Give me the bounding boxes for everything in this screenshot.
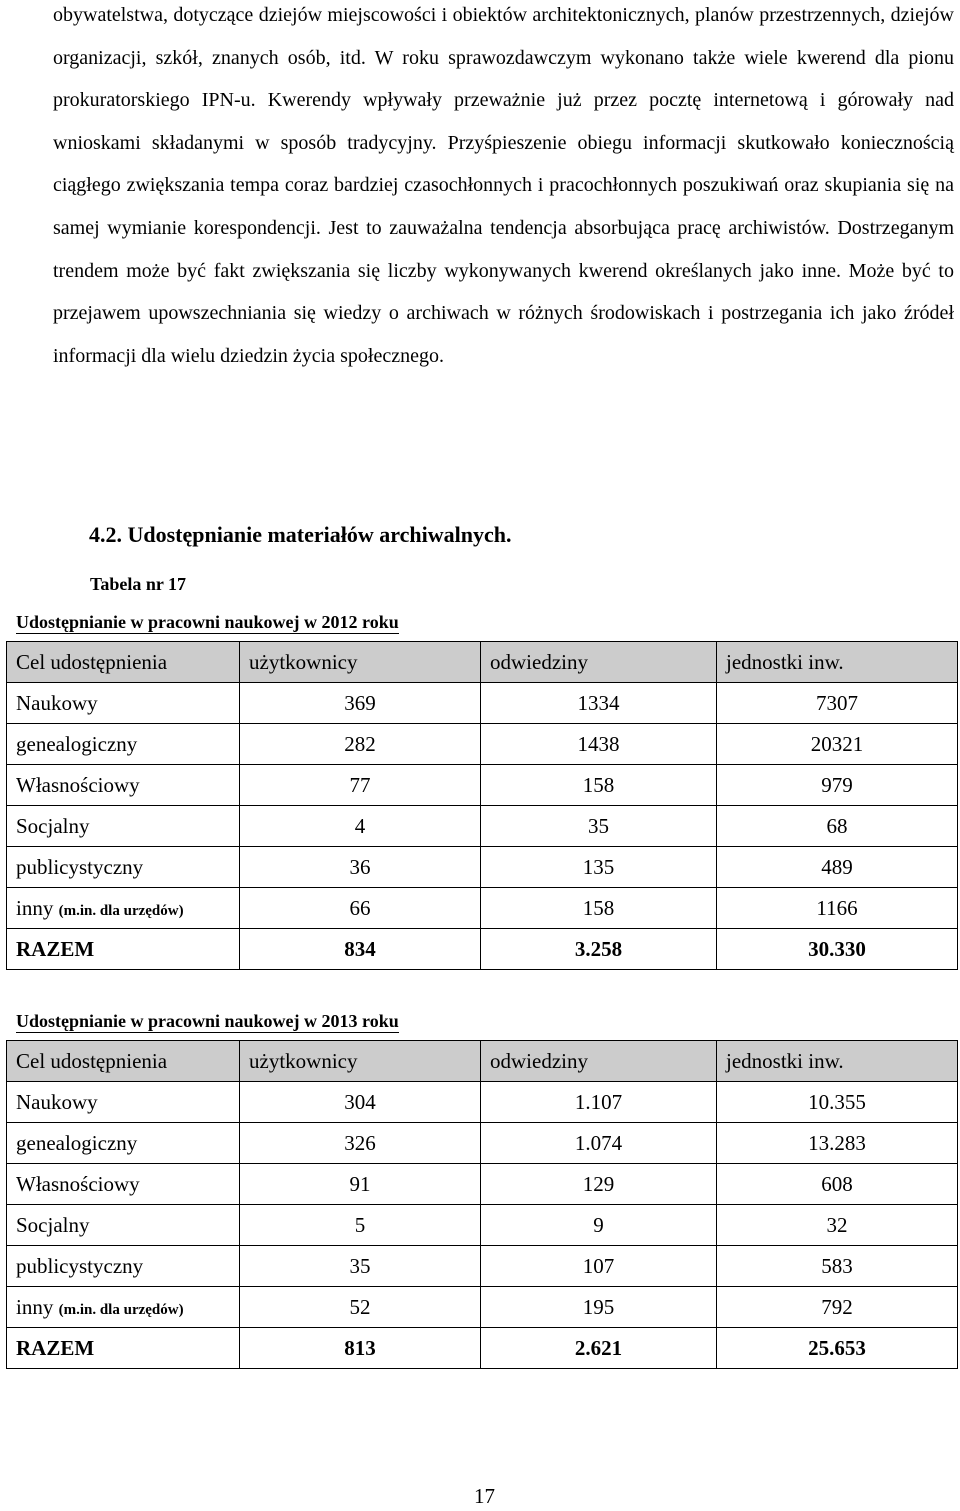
header-odwiedziny: odwiedziny [481, 642, 717, 683]
row-label: Socjalny [7, 806, 240, 847]
cell-odwiedziny: 129 [481, 1164, 717, 1205]
table-row [7, 683, 958, 724]
cell-jednostki: 7307 [717, 683, 958, 724]
table-caption-2012 [16, 612, 399, 633]
cell-uzytkownicy: 326 [240, 1123, 481, 1164]
cell-odwiedziny: 107 [481, 1246, 717, 1287]
table-caption-text: Udostępnianie w pracowni naukowej w 2012 roku [16, 612, 399, 632]
header-odwiedziny: odwiedziny [481, 1041, 717, 1082]
total-odwiedziny: 3.258 [481, 929, 717, 970]
total-jednostki: 25.653 [717, 1328, 958, 1369]
cell-jednostki: 979 [717, 765, 958, 806]
cell-odwiedziny: 35 [481, 806, 717, 847]
row-label: inny [16, 895, 54, 920]
row-label: Własnościowy [7, 1164, 240, 1205]
total-label: RAZEM [7, 929, 240, 970]
cell-odwiedziny: 195 [481, 1287, 717, 1328]
header-cel: Cel udostępnienia [7, 1041, 240, 1082]
table-caption-2013 [16, 1011, 399, 1032]
table-row [7, 1246, 958, 1287]
total-uzytkownicy: 813 [240, 1328, 481, 1369]
row-label-cell [7, 888, 240, 929]
row-label-cell [7, 1287, 240, 1328]
cell-uzytkownicy: 4 [240, 806, 481, 847]
cell-jednostki: 13.283 [717, 1123, 958, 1164]
cell-odwiedziny: 1.107 [481, 1082, 717, 1123]
row-label: genealogiczny [7, 1123, 240, 1164]
cell-uzytkownicy: 35 [240, 1246, 481, 1287]
cell-jednostki: 10.355 [717, 1082, 958, 1123]
header-cel: Cel udostępnienia [7, 642, 240, 683]
section-heading: 4.2. Udostępnianie materiałów archiwalnych. [89, 522, 512, 547]
cell-odwiedziny: 1.074 [481, 1123, 717, 1164]
cell-uzytkownicy: 369 [240, 683, 481, 724]
total-uzytkownicy: 834 [240, 929, 481, 970]
cell-uzytkownicy: 77 [240, 765, 481, 806]
total-jednostki: 30.330 [717, 929, 958, 970]
row-label: Naukowy [7, 683, 240, 724]
table-header-row [7, 1041, 958, 1082]
cell-uzytkownicy: 304 [240, 1082, 481, 1123]
cell-odwiedziny: 1438 [481, 724, 717, 765]
cell-uzytkownicy: 5 [240, 1205, 481, 1246]
cell-jednostki: 583 [717, 1246, 958, 1287]
cell-odwiedziny: 9 [481, 1205, 717, 1246]
cell-odwiedziny: 135 [481, 847, 717, 888]
table-row [7, 724, 958, 765]
table-row [7, 1164, 958, 1205]
cell-jednostki: 1166 [717, 888, 958, 929]
table-header-row [7, 642, 958, 683]
cell-jednostki: 608 [717, 1164, 958, 1205]
row-note: (m.in. dla urzędów) [58, 902, 184, 919]
table-row [7, 1205, 958, 1246]
row-label: Własnościowy [7, 765, 240, 806]
header-uzytkownicy: użytkownicy [240, 1041, 481, 1082]
cell-odwiedziny: 158 [481, 765, 717, 806]
table-label: Tabela nr 17 [90, 574, 187, 594]
cell-odwiedziny: 158 [481, 888, 717, 929]
row-label: genealogiczny [7, 724, 240, 765]
table-row [7, 1287, 958, 1328]
table-2012 [6, 641, 958, 970]
table-2013 [6, 1040, 958, 1369]
total-odwiedziny: 2.621 [481, 1328, 717, 1369]
cell-uzytkownicy: 282 [240, 724, 481, 765]
row-label: inny [16, 1294, 54, 1319]
page-number: 17 [474, 1484, 495, 1508]
cell-jednostki: 20321 [717, 724, 958, 765]
cell-uzytkownicy: 91 [240, 1164, 481, 1205]
row-label: publicystyczny [7, 847, 240, 888]
table-row [7, 847, 958, 888]
header-uzytkownicy: użytkownicy [240, 642, 481, 683]
table-row [7, 888, 958, 929]
table-row [7, 765, 958, 806]
row-note: (m.in. dla urzędów) [58, 1301, 184, 1318]
table-row [7, 1082, 958, 1123]
row-label: Socjalny [7, 1205, 240, 1246]
cell-uzytkownicy: 66 [240, 888, 481, 929]
body-paragraph: obywatelstwa, dotyczące dziejów miejscowości i obiektów architektonicznych, planów przestrzennych, dziejów organizacji, szkół, znanych osób, itd. W roku sprawozdawczym wykonano także wiele kwerend dla pionu prokuratorskiego IPN-u. Kwerendy wpływały przeważnie już przez pocztę internetową i górowały nad wnioskami składanymi w sposób tradycyjny. Przyśpieszenie obiegu informacji skutkowało koniecznością ciągłego zwiększania tempa coraz bardziej czasochłonnych i pracochłonnych poszukiwań oraz skupiania się na samej wymianie korespondencji. Jest to zauważalna tendencja absorbująca pracę archiwistów. Dostrzeganym trendem może być fakt zwiększania się liczby wykonywanych kwerend określanych jako inne. Może być to przejawem upowszechniania się wiedzy o archiwach w różnych środowiskach i postrzegania ich jako źródeł informacji dla wielu dziedzin życia społecznego. [53, 4, 954, 367]
cell-jednostki: 489 [717, 847, 958, 888]
row-label: Naukowy [7, 1082, 240, 1123]
row-label: publicystyczny [7, 1246, 240, 1287]
cell-uzytkownicy: 52 [240, 1287, 481, 1328]
table-caption-text: Udostępnianie w pracowni naukowej w 2013 roku [16, 1011, 399, 1031]
header-jednostki: jednostki inw. [717, 1041, 958, 1082]
cell-uzytkownicy: 36 [240, 847, 481, 888]
cell-jednostki: 32 [717, 1205, 958, 1246]
cell-jednostki: 68 [717, 806, 958, 847]
header-jednostki: jednostki inw. [717, 642, 958, 683]
cell-jednostki: 792 [717, 1287, 958, 1328]
table-row [7, 1123, 958, 1164]
table-row [7, 806, 958, 847]
total-label: RAZEM [7, 1328, 240, 1369]
table-total-row [7, 929, 958, 970]
table-total-row [7, 1328, 958, 1369]
cell-odwiedziny: 1334 [481, 683, 717, 724]
